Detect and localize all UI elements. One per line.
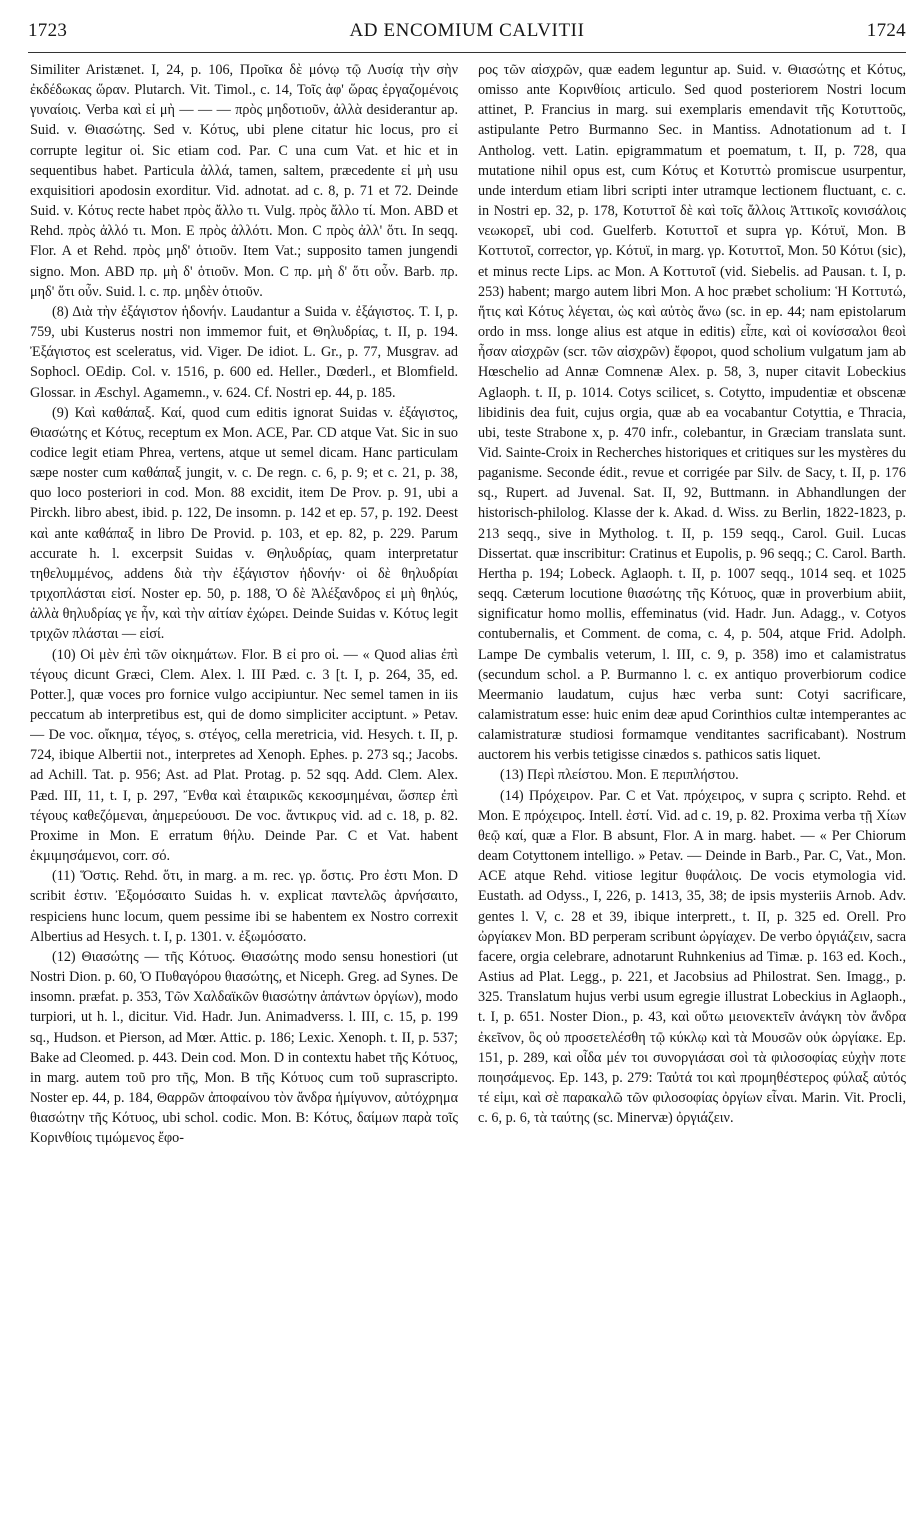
note-paragraph: (12) Θιασώτης — τῆς Κότυος. Θιασώτης modo sensu honestiori (ut Nostri Dion. p. 60, Ὁ Πυθαγόρου θιασώτης, et Niceph. Greg. ad Synes. De insomn. præfat. p. 353, Τῶν Χαλδαϊκῶν θιασώτην ἁπάντων ὀργίων), modo turpiori, ut h. l., dicitur. Vid. Hadr. Jun. Animadverss. l. III, c. 15, p. 199 sq., Hudson. et Pierson, ad Mœr. Attic. p. 186; Lexic. Xenoph. t. II, p. 537; Bake ad Cleomed. p. 443. Dein cod. Mon. D in contextu habet τῆς Κότυος, in marg. autem τοῦ pro τῆς, Mon. B τῆς Κότυος cum τοῦ suprascripto. Noster ep. 44, p. 184, Θαρρῶν ἀποφαίνου τὸν ἄνδρα ἡμίγυνον, αὐτόχρημα θιασώτην τῆς Κότυος, ubi schol. codic. Mon. B: Κότυς, δαίμων παρὰ τοῖς Κορινθίοις τιμώμενος ἔφο- xyxy=(30,948,458,1147)
right-column xyxy=(478,60,906,1528)
note-paragraph: (10) Οἱ μὲν ἐπὶ τῶν οἰκημάτων. Flor. B εἰ pro οἱ. — « Quod alias ἐπὶ τέγους dicunt Græci, Clem. Alex. l. III Pæd. c. 3 [t. I, p. 264, 35, ed. Potter.], quæ voces pro fornice vulgo accipiuntur. Nec semel tamen in iis peccatum ab interpretibus est, qui de domo simpliciter acciptunt. » Petav. — De voc. οἴκημα, τέγος, s. στέγος, cella meretricia, vid. Hesych. t. II, p. 724, ibique Albertii not., interpretes ad Xenoph. Ephes. p. 273 sq.; Jacobs. ad Achill. Tat. p. 956; Ast. ad Plat. Protag. p. 52 sqq. Add. Clem. Alex. Pæd. III, 11, t. I, p. 297, Ἔνθα καὶ ἑταιρικῶς κεκοσμημέναι, ὥσπερ ἐπὶ τέγους καθεζόμεναι, ἀημερεύουσι. De voc. ἄντικρυς vid. ad c. 18, p. 82. Proxime in Mon. E erratum θήλυ. Deinde Par. C et Vat. habent ἐκμιμησάμενοι, corr. σό. xyxy=(30,646,458,865)
note-paragraph: (8) Διὰ τὴν ἐξάγιστον ἡδονήν. Laudantur a Suida v. ἐξάγιστος. T. I, p. 759, ubi Kusterus nostri non immemor fuit, et Θηλυδρίας, t. II, p. 194. Ἐξάγιστος est sceleratus, vid. Viger. De idiot. L. Gr., p. 77, Musgrav. ad Sophocl. OEdip. Col. v. 1516, p. 600 ed. Heller., Dœderl., et Blomfield. Glossar. in Æschyl. Agamemn., v. 624. Cf. Nostri ep. 44, p. 185. xyxy=(30,303,458,401)
note-paragraph: (9) Καὶ καθάπαξ. Καί, quod cum editis ignorat Suidas v. ἐξάγιστος, Θιασώτης et Κότυς, receptum ex Mon. ACE, Par. CD atque Vat. Sic in suo codice legit etiam Phrea, vertens, atque ut semel dicam. Hanc particulam sæpe noster cum καθάπαξ jungit, v. c. De regn. c. 6, p. 9; et c. 21, p. 38, quo loco posteriori in cod. Mon. 88 excidit, item De Prov. p. 91, ubi a Pirckh. libro abest, ibid. p. 122, De insomn. p. 142 et ep. 57, p. 192. Deest καὶ ante καθάπαξ in libro De Provid. p. 103, et ep. 82, p. 229. Parum accurate h. l. excerpsit Suidas v. Θηλυδρίας, quam interpretatur τηθελυμμένος, addens διὰ τὴν ἐξάγιστον ἡδονήν· οἱ δὲ θηλυδρίαι τριχοπλάσται εἰσί. Noster ep. 50, p. 188, Ὁ δὲ Ἀλέξανδρος εἰ μὴ θηλύς, ἀλλὰ θηλυδρίας γε ἦν, καὶ τὴν αἰτίαν ἐχώρει. Deinde Suidas v. Κότυς legit τριχῶν πλάσται — εἰσί. xyxy=(30,404,458,643)
running-title: AD ENCOMIUM CALVITII xyxy=(349,20,585,41)
left-column xyxy=(30,60,458,1528)
running-header xyxy=(28,14,906,48)
header-rule xyxy=(28,52,906,53)
note-paragraph: (13) Περὶ πλείστου. Mon. E περιπλήστου. xyxy=(500,767,739,784)
note-paragraph: Similiter Aristænet. I, 24, p. 106, Προῖκα δὲ μόνῳ τῷ Λυσίᾳ τὴν σὴν ἐκδέδωκας ὥραν. Plutarch. Vit. Timol., c. 14, Τοῖς ἀφ' ὥρας ἐργαζομένοις γυναίοις. Verba καὶ εἰ μὴ — — — πρὸς μηδοτιοῦν, ἀλλὰ desiderantur ap. Suid. v. Θιασώτης. Sed v. Κότυς, ubi plene citatur hic locus, pro εἰ corrupte legitur οἱ. Sic etiam cod. Par. C una cum Vat. et hic et in sequentibus habet. Particula ἀλλά, tamen, saltem, præcedente εἰ μὴ usu exquisitiori apodosin exorditur. Vid. adnotat. ad c. 8, p. 71 et 72. Deinde Suid. v. Κότυς recte habet πρὸς ἄλλο τι. Vulg. πρὸς ἄλλο τί. Mon. ABD et Rehd. πρὸς ἀλλό τι. Mon. E πρὸς ἀλλότι. Mon. C πρὸς ἀλλ' ὅτι. In seqq. Flor. A et Rehd. πρὸς μηδ' ὁτιοῦν. Item Vat.; supposito tamen jungendi signo. Mon. ABD πρ. μὴ δ' ὁτιοῦν. Mon. C πρ. μὴ δ' ὅτι οὖν. Barb. πρ. μηδ' ὅτι οὖν. Suid. l. c. πρ. μηδὲν ὁτιοῦν. xyxy=(30,62,458,300)
note-paragraph: (14) Πρόχειρον. Par. C et Vat. πρόχειρος, v supra ς scripto. Rehd. et Mon. E πρόχειρος. Intell. ἐστί. Vid. ad c. 19, p. 82. Proxima verba τῇ Χίων θεῷ καί, quæ a Flor. B absunt, Flor. A in marg. habet. — « Per Chiorum deam Cotyttonem intelligo. » Petav. — Deinde in Barb., Par. C, Vat., Mon. ACE atque Rehd. vitiose legitur θυφάλοις. De vocis etymologia vid. Eustath. ad Odyss., I, 226, p. 1413, 35, 38; de ipsis mysteriis Arnob. Adv. gentes l. V, c. 28 et 39, ibique interprett., t. II, p. 325 ed. Orell. Pro ὠργίακεν Mon. BD perperam scribunt ὠργίαχεν. De verbo ὀργιάζειν, sacra facere, orgia celebrare, adnotarunt Ruhnkenius ad Timæ. p. 163 ed. Koch., Astius ad Plat. Legg., p. 221, et Jacobsius ad Philostrat. Sen. Imagg., p. 325. Translatum hujus verbi usum egregie illustrat Lobeckius in Aglaoph., t. I, p. 651. Noster Dion., p. 43, καὶ οὕτω μειονεκτεῖν ἀνάγκη τὸν ἄνδρα ἐκεῖνον, ὃς οὐ προσετελέσθη τῷ κύκλῳ καὶ τὰ Μουσῶν οὐκ ὠργίακε. Ep. 151, p. 289, καὶ οἶδα μέν τοι συνοργιάσαι σοὶ τὰ φιλοσοφίας εὐχὴν ποτε ποιησάμενος. Ep. 143, p. 279: Ταὐτά τοι καὶ προμηθέστερος φύλαξ αὐτός τέ εἰμι, καὶ σὲ παρακαλῶ τῶν φιλοσοφίας ὀργίων εἶναι. Marin. Vit. Procli, c. 6, p. 6, τὰ ταύτης (sc. Minervæ) ὀργιάζειν. xyxy=(478,787,906,1127)
right-page-number: 1724 xyxy=(866,20,906,41)
note-paragraph: (11) Ὅστις. Rehd. ὅτι, in marg. a m. rec. γρ. ὅστις. Pro ἐστι Mon. D scribit ἐστιν. Ἐξομόσαιτο Suidas h. v. explicat παντελῶς ἀρνήσαιτο, respiciens hunc locum, quem pessime ibi se habentem ex Nostro correxit Albertius ad Hesych. t. I, p. 1301. v. ἐξωμόσατο. xyxy=(30,868,458,945)
left-page-number: 1723 xyxy=(28,20,68,41)
note-paragraph: ρος τῶν αἰσχρῶν, quæ eadem leguntur ap. Suid. v. Θιασώτης et Κότυς, omisso ante Κορινθίοις articulo. Sed quod posteriorem Nostri locum attinet, P. Francius in marg. sui exemplaris emendavit τῆς Κοτυττοῦς, astipulante Petro Burmanno Sec. in Mantiss. Adnotationum ad t. I Antholog. vett. Latin. epigrammatum et poematum, t. II, p. 728, qua mutatione nihil opus est, cum Κότυς et Κοτυττὼ promiscue usurpentur, unde interdum etiam libri scripti inter utramque lectionem fluctuant, c. c. in Nostri ep. 32, p. 178, Κοτυττοῖ δὲ καὶ τοῖς ἄλλοις Ἀττικοῖς κονισάλοις νεωκορεῖ, ubi cod. Guelferb. Κοτυττοῖ et supra γρ. Κότυϊ, Mon. B Κοττυτοῖ, corrector, γρ. Κότυϊ, in marg. γρ. Κοτυττοῖ, Mon. 50 Κότυι (sic), et minus recte Lips. ac Mon. A Κοττυτοῖ (vid. Siebelis. ad Pausan. t. I, p. 253) habent; margo autem libri Mon. A hoc præbet scholium: Ἡ Κοττυτώ, ἥτις καὶ Κότυς λέγεται, ὡς καὶ αὐτὸς ἄνω (sc. in ep. 44; nam epistolarum ordo in mss. longe alius est atque in editis) εἶπε, καὶ οἱ κονίσσαλοι θεοὶ ἦσαν αἰσχρῶν (scr. τῶν αἰσχρῶν) ἔφοροι, quod scholium vulgatum jam ab Hœschelio ad Annæ Comnenæ Alex. p. 58, 3, nuper citavit Lobeckius Aglaoph. t. II, p. 1014. Cotys scilicet, s. Cotytto, impudentiæ et obscenæ libidinis dea fuit, cujus orgia, quæ ab ea vocabantur Cotyttia, e Thracia, ubi, teste Strabone x, p. 470 infr., colebantur, in Græciam translata sunt. Vid. Sainte-Croix in Recherches historiques et critiques sur les mystères du paganisme. Seconde édit., revue et corrigée par Silv. de Sacy, t. II, p. 176 sq., Rupert. ad Juvenal. Sat. II, 92, Buttmann. in Abhandlungen der historisch-philolog. Klasse der k. Akad. d. Wiss. zu Berlin, 1822-1823, p. 213 seqq., sive in Mytholog. t. II, p. 159 seqq., Carol. Guil. Lucas Dissertat. quæ inscribitur: Cratinus et Eupolis, p. 96 seqq.; C. Carol. Barth. Hertha p. 194; Lobeck. Aglaoph. t. II, p. 1007 seqq., 1014 seq. et 1025 seqq. Cæterum locutione θιασώτης τῆς Κότυος, quæ in proverbium abiit, significatur homo mollis, effeminatus (vid. Hadr. Jun. Adagg., v. Cotyos contubernalis, et Comment. de coma, c. 4, p. 504, atque Frid. Adolph. Lampe De cymbalis veterum, l. III, c. 9, p. 358) imo et calamistratus (secundum schol. a P. Burmanno l. c. ex antiquo proverbiorum codice Meermanio laudatum, cujus hæc verba sunt: Cotyi sacrificare, calamistratum esse: huic enim deæ apud Corinthios cultæ intemperantes ac calamistraturæ studiosi formamque venditantes sacrificabant). Nostrum auctorem his verbis tetigisse cinædos s. pathicos satis liquet. xyxy=(478,62,906,764)
